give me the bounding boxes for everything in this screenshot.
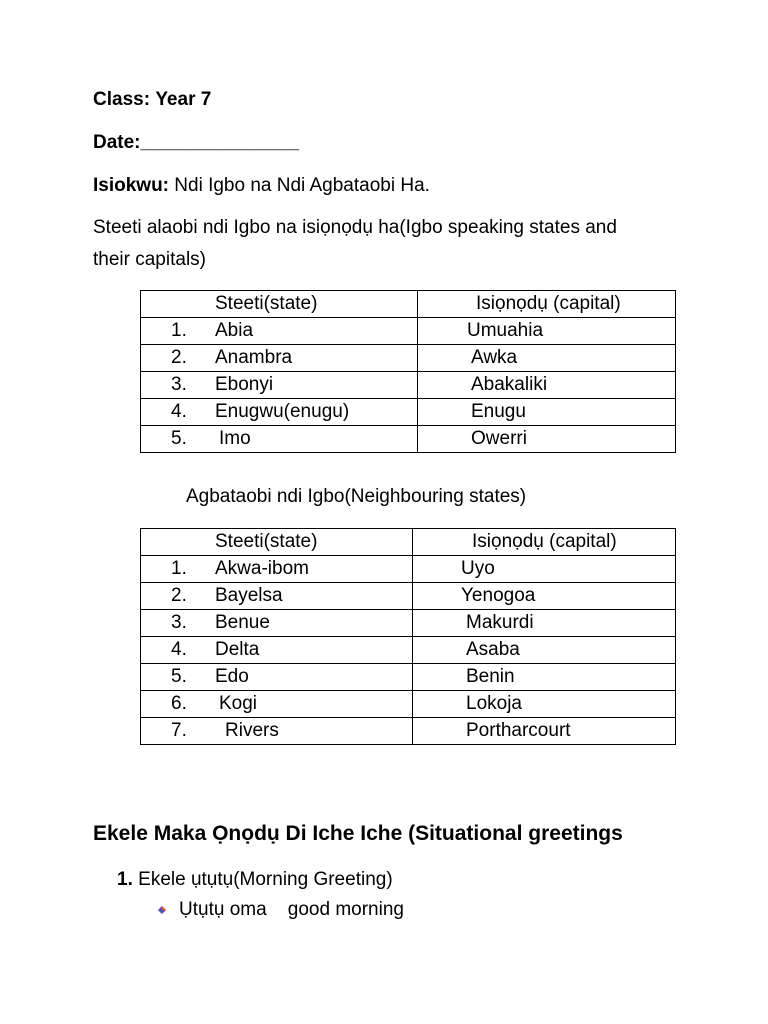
- state-name: Imo: [219, 428, 251, 449]
- row-number: 6.: [171, 693, 187, 714]
- table-header-row: [141, 291, 676, 318]
- table-row: [141, 664, 676, 691]
- row-number: 5.: [171, 666, 187, 687]
- topic-line: [93, 175, 430, 197]
- capital-name: Umuahia: [418, 318, 676, 345]
- greeting-english: good morning: [287, 899, 404, 920]
- table-row: [141, 637, 676, 664]
- neighbouring-states-table: [140, 528, 676, 745]
- capital-name: Asaba: [413, 637, 676, 664]
- table-header-capital: Isiọnọdụ (capital): [413, 529, 676, 556]
- date-line: [93, 132, 299, 154]
- intro-line-2: their capitals): [93, 249, 206, 270]
- table-row: [141, 372, 676, 399]
- class-line: [93, 89, 211, 111]
- table-row: [141, 691, 676, 718]
- table-row: [141, 610, 676, 637]
- intro-line-1: Steeti alaobi ndi Igbo na isiọnọdụ ha(Igbo speaking states and: [93, 217, 617, 238]
- arrow-bullet-icon: [157, 905, 167, 915]
- table-row: [141, 426, 676, 453]
- state-name: Enugwu(enugu): [215, 401, 350, 422]
- date-label: Date:: [93, 132, 141, 153]
- capital-name: Lokoja: [413, 691, 676, 718]
- greeting-item-1: [117, 869, 393, 891]
- row-number: 7.: [171, 720, 187, 741]
- state-name: Benue: [215, 612, 270, 633]
- date-blank: _______________: [140, 132, 300, 153]
- item-number: 1.: [117, 869, 133, 890]
- table-header-state: Steeti(state): [141, 291, 418, 318]
- state-name: Abia: [215, 320, 254, 341]
- state-name: Rivers: [225, 720, 279, 741]
- greeting-igbo: Ụtụtụ oma: [179, 899, 267, 920]
- capital-name: Awka: [418, 345, 676, 372]
- state-name: Delta: [215, 639, 260, 660]
- table-row: [141, 556, 676, 583]
- state-name: Kogi: [219, 693, 258, 714]
- capital-name: Owerri: [418, 426, 676, 453]
- state-name: Akwa-ibom: [215, 558, 309, 579]
- table-header-capital: Isiọnọdụ (capital): [418, 291, 676, 318]
- class-value: Year 7: [155, 89, 212, 110]
- table-row: [141, 399, 676, 426]
- state-name: Ebonyi: [215, 374, 274, 395]
- topic-label: Isiokwu:: [93, 175, 170, 196]
- table-row: [141, 718, 676, 745]
- table-header-state: Steeti(state): [141, 529, 413, 556]
- state-name: Bayelsa: [215, 585, 283, 606]
- greetings-heading: Ekele Maka Ọnọdụ Di Iche Iche (Situational greetings: [93, 822, 623, 845]
- row-number: 2.: [171, 585, 187, 606]
- table-row: [141, 345, 676, 372]
- row-number: 4.: [171, 401, 187, 422]
- class-label: Class:: [93, 89, 151, 110]
- row-number: 1.: [171, 320, 187, 341]
- capital-name: Abakaliki: [418, 372, 676, 399]
- table-row: [141, 583, 676, 610]
- state-name: Edo: [215, 666, 249, 687]
- row-number: 2.: [171, 347, 187, 368]
- capital-name: Benin: [413, 664, 676, 691]
- greeting-bullet-1: [157, 899, 404, 921]
- capital-name: Portharcourt: [413, 718, 676, 745]
- capital-name: Makurdi: [413, 610, 676, 637]
- item-text: Ekele ụtụtụ(Morning Greeting): [138, 869, 393, 890]
- table-header-row: [141, 529, 676, 556]
- topic-value: Ndi Igbo na Ndi Agbataobi Ha.: [174, 175, 430, 196]
- table-row: [141, 318, 676, 345]
- row-number: 4.: [171, 639, 187, 660]
- capital-name: Uyo: [413, 556, 676, 583]
- neighbours-title: Agbataobi ndi Igbo(Neighbouring states): [186, 486, 527, 507]
- capital-name: Enugu: [418, 399, 676, 426]
- capital-name: Yenogoa: [413, 583, 676, 610]
- row-number: 1.: [171, 558, 187, 579]
- row-number: 3.: [171, 612, 187, 633]
- state-name: Anambra: [215, 347, 293, 368]
- row-number: 3.: [171, 374, 187, 395]
- row-number: 5.: [171, 428, 187, 449]
- igbo-states-table: [140, 290, 676, 453]
